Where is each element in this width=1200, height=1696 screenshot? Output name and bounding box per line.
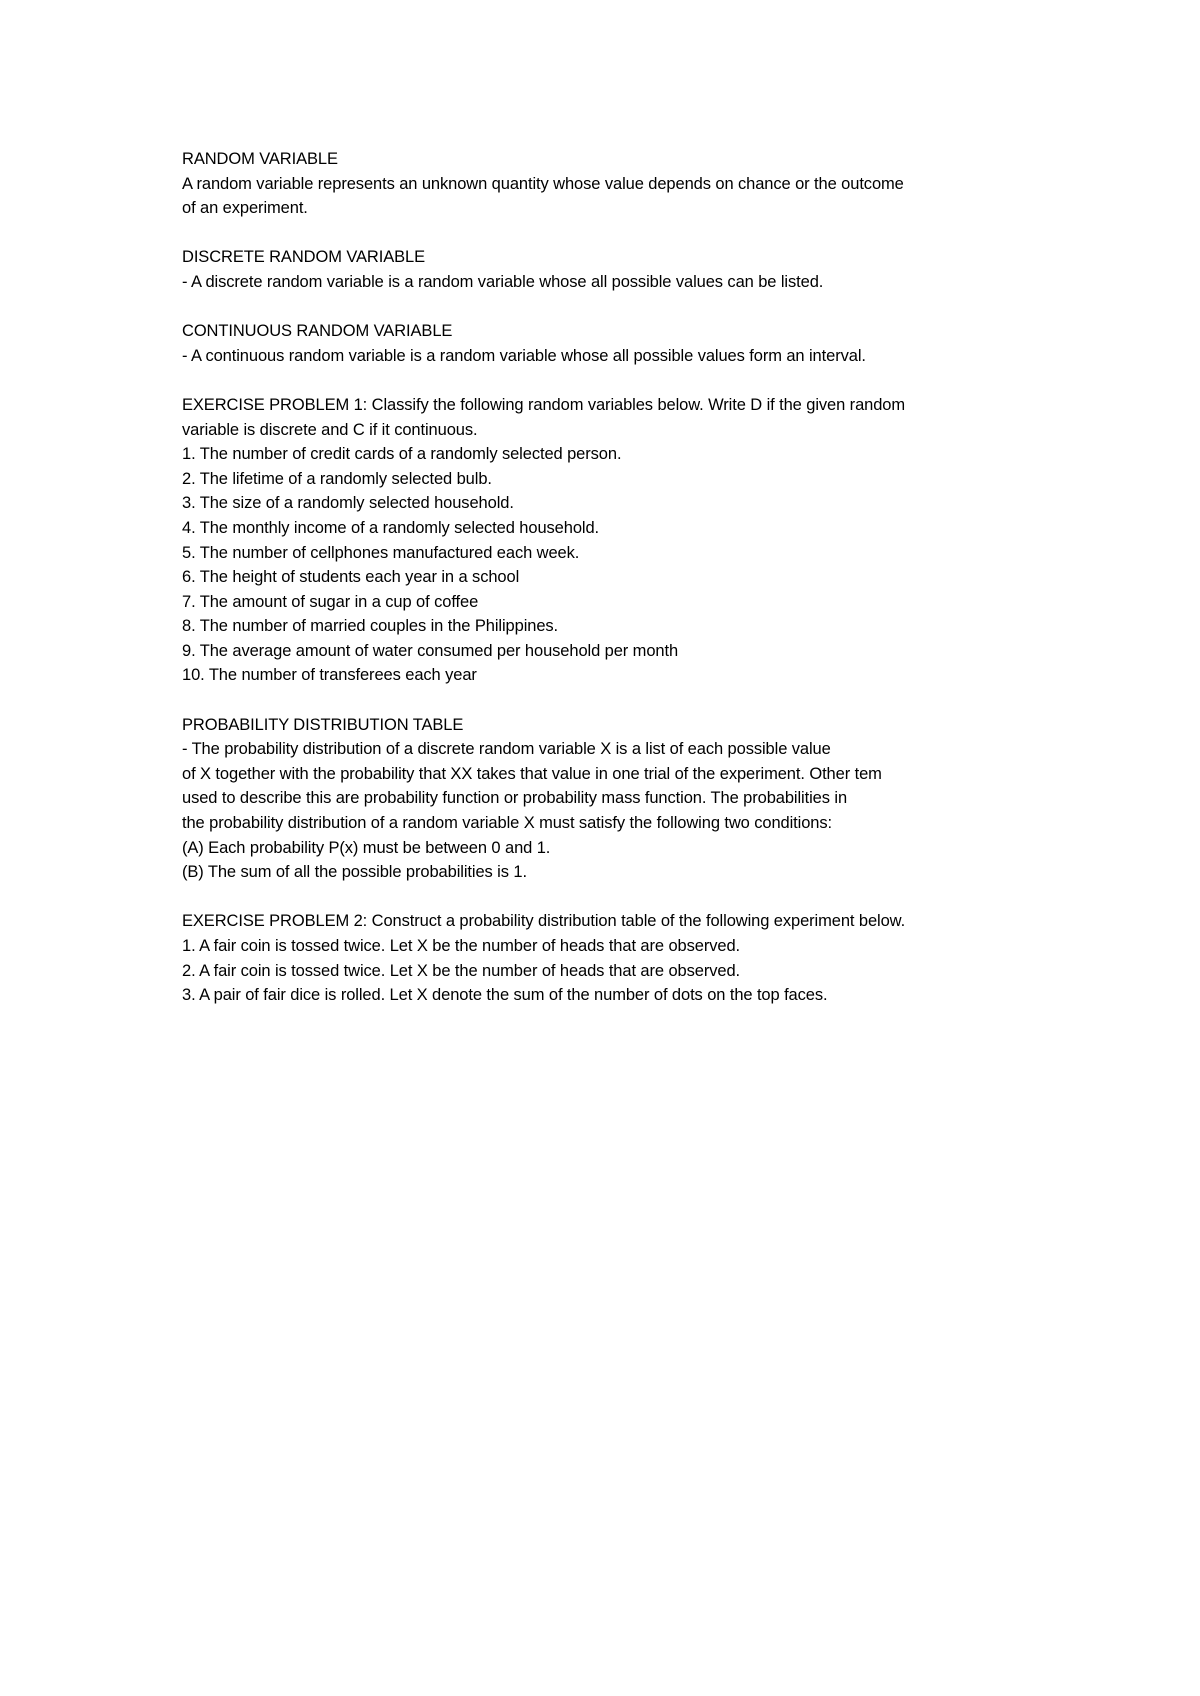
paragraph-spacer xyxy=(182,368,1062,393)
probability-condition-b: (B) The sum of all the possible probabilities is 1. xyxy=(182,863,527,882)
probability-table-line: of X together with the probability that XX takes that value in one trial of the experiment. Other tem xyxy=(182,764,882,783)
exercise2-item: 3. A pair of fair dice is rolled. Let X denote the sum of the number of dots on the top faces. xyxy=(182,986,828,1005)
continuous-definition-line: - A continuous random variable is a random variable whose all possible values form an interval. xyxy=(182,346,866,365)
exercise1-intro-line: variable is discrete and C if it continuous. xyxy=(182,420,478,439)
exercise1-item: 7. The amount of sugar in a cup of coffee xyxy=(182,592,479,611)
document-page xyxy=(182,147,1062,1008)
continuous-heading: CONTINUOUS RANDOM VARIABLE xyxy=(182,322,453,341)
exercise2-item: 2. A fair coin is tossed twice. Let X be the number of heads that are observed. xyxy=(182,961,741,980)
discrete-heading: DISCRETE RANDOM VARIABLE xyxy=(182,248,426,267)
exercise1-item: 5. The number of cellphones manufactured each week. xyxy=(182,543,580,562)
random-variable-heading: RANDOM VARIABLE xyxy=(182,150,338,168)
exercise1-item: 9. The average amount of water consumed per household per month xyxy=(182,641,679,660)
paragraph-spacer xyxy=(182,688,1062,713)
discrete-definition-line: - A discrete random variable is a random variable whose all possible values can be listed. xyxy=(182,272,824,291)
exercise1-item: 8. The number of married couples in the Philippines. xyxy=(182,617,559,636)
exercise2-item: 1. A fair coin is tossed twice. Let X be the number of heads that are observed. xyxy=(182,937,741,955)
probability-table-heading: PROBABILITY DISTRIBUTION TABLE xyxy=(182,715,464,734)
random-variable-definition-line: A random variable represents an unknown quantity whose value depends on chance or the outcome xyxy=(182,174,904,193)
paragraph-spacer xyxy=(182,295,1062,320)
exercise1-intro-line: EXERCISE PROBLEM 1: Classify the following random variables below. Write D if the given random xyxy=(182,395,906,414)
paragraph-spacer xyxy=(182,885,1062,910)
exercise1-item: 2. The lifetime of a randomly selected bulb. xyxy=(182,469,492,488)
exercise1-item: 10. The number of transferees each year xyxy=(182,666,477,685)
probability-condition-a: (A) Each probability P(x) must be between 0 and 1. xyxy=(182,838,551,857)
exercise2-intro: EXERCISE PROBLEM 2: Construct a probability distribution table of the following experiment below. xyxy=(182,912,906,931)
exercise1-item: 6. The height of students each year in a school xyxy=(182,568,520,587)
exercise1-item: 3. The size of a randomly selected household. xyxy=(182,494,514,513)
probability-table-line: - The probability distribution of a discrete random variable X is a list of each possible value xyxy=(182,740,831,759)
paragraph-spacer xyxy=(182,221,1062,246)
exercise1-item: 1. The number of credit cards of a randomly selected person. xyxy=(182,445,622,464)
probability-table-line: used to describe this are probability function or probability mass function. The probabilities in xyxy=(182,789,848,808)
probability-table-line: the probability distribution of a random variable X must satisfy the following two conditions: xyxy=(182,814,833,833)
random-variable-definition-line: of an experiment. xyxy=(182,199,308,218)
exercise1-item: 4. The monthly income of a randomly selected household. xyxy=(182,518,600,537)
